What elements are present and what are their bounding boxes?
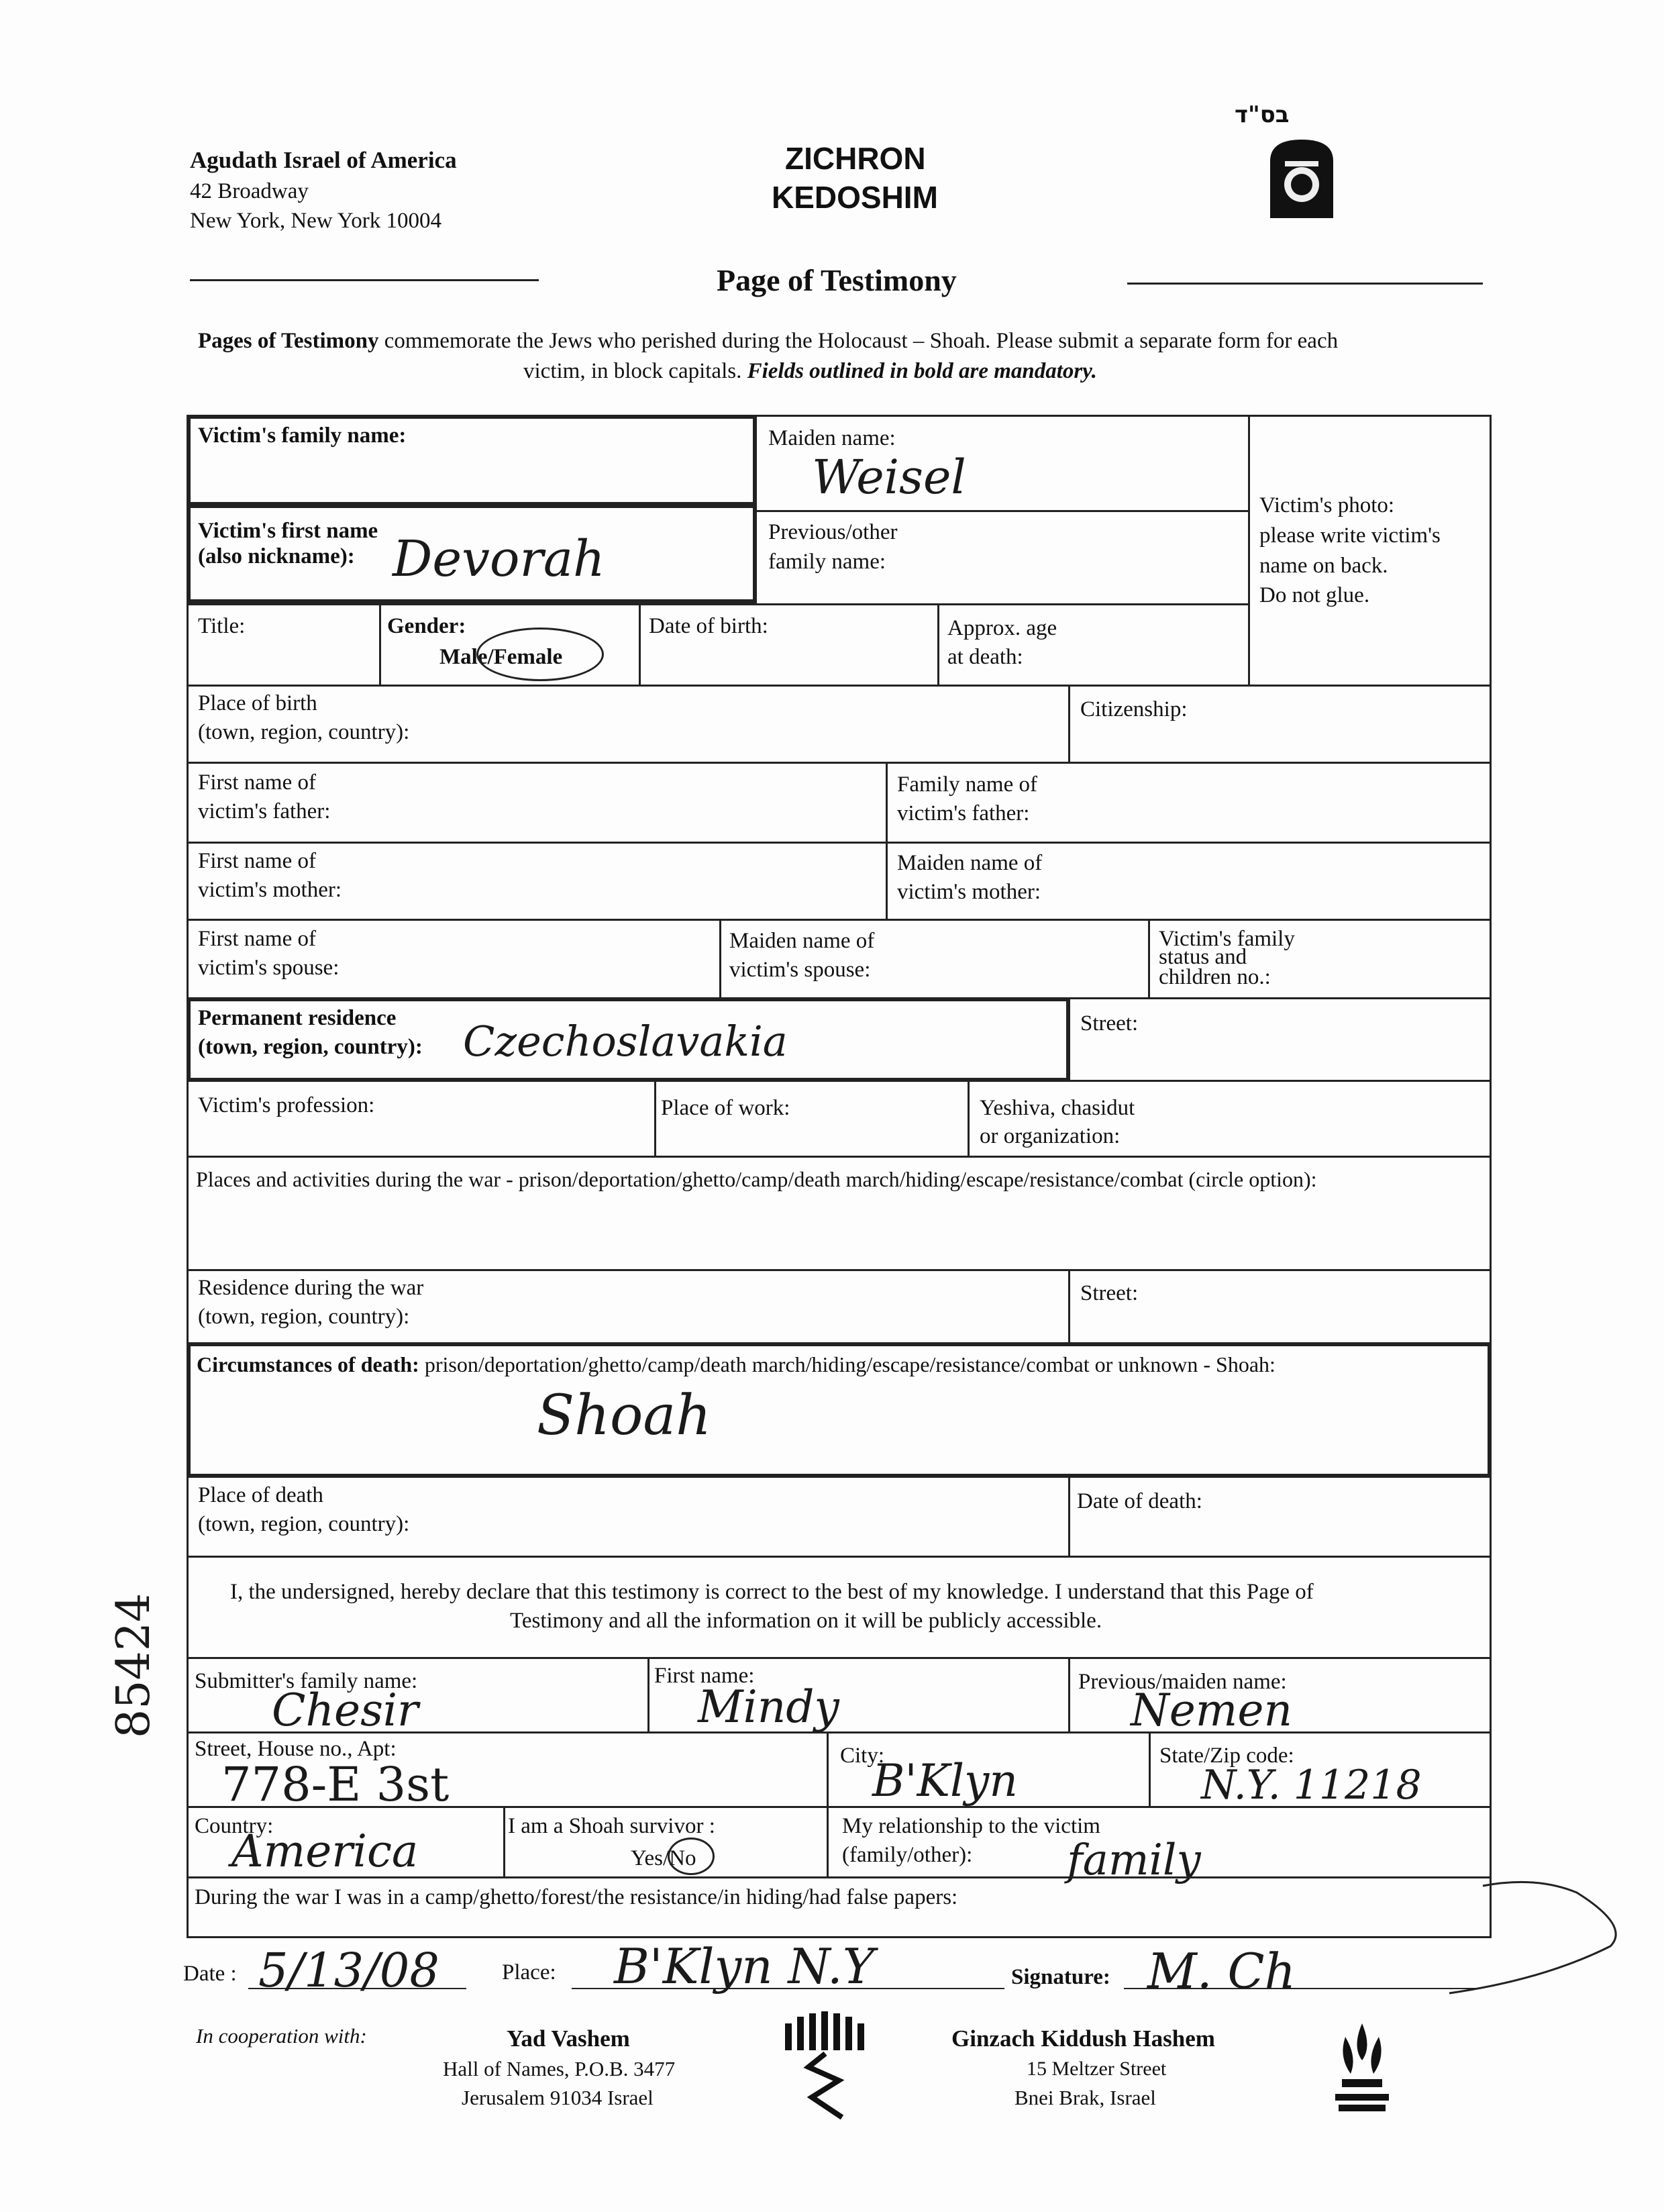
- label-street: Street:: [1080, 1011, 1139, 1036]
- label-title: Title:: [198, 614, 246, 638]
- hw-sub-city: B'Klyn: [872, 1755, 1018, 1807]
- intro-mandatory: Fields outlined in bold are mandatory.: [747, 359, 1097, 383]
- label-age-1: Approx. age: [947, 616, 1057, 640]
- label-pod-2: (town, region, country):: [198, 1512, 410, 1536]
- label-father-first-2: victim's father:: [198, 799, 331, 823]
- hw-sub-country: America: [231, 1825, 419, 1877]
- label-photo-1: Victim's photo:: [1259, 493, 1395, 517]
- label-circ-bold: Circumstances of death:: [197, 1352, 419, 1376]
- label-dod: Date of death:: [1077, 1489, 1202, 1513]
- footer-yv-addr2: Jerusalem 91034 Israel: [462, 2086, 654, 2109]
- label-spouse-maiden-1: Maiden name of: [729, 929, 875, 953]
- label-prev-name-1: Previous/other: [768, 520, 898, 544]
- org-address-line2: New York, New York 10004: [190, 209, 441, 233]
- hw-circumstances: Shoah: [537, 1384, 712, 1448]
- intro-text: commemorate the Jews who perished during the Holocaust – Shoah. Please submit a separate form for each: [378, 329, 1339, 353]
- label-father-family-1: Family name of: [897, 772, 1037, 797]
- label-perm-res-1: Permanent residence: [198, 1006, 397, 1030]
- hw-signature: M. Ch: [1147, 1943, 1296, 1999]
- label-place: Place:: [502, 1960, 556, 1984]
- label-sub-first: First name:: [654, 1664, 755, 1688]
- hw-sub-family: Chesir: [272, 1685, 419, 1736]
- label-mother-first-1: First name of: [198, 849, 316, 873]
- label-family-name: Victim's family name:: [198, 423, 407, 448]
- survivor-no-circle: [668, 1838, 715, 1875]
- hw-sub-state: N.Y. 11218: [1201, 1762, 1422, 1809]
- label-dob: Date of birth:: [649, 614, 768, 638]
- yad-vashem-logo-icon: [778, 2003, 872, 2127]
- label-pod-1: Place of death: [198, 1483, 323, 1507]
- label-spouse-first-1: First name of: [198, 927, 316, 951]
- gender-options: Male/Female: [439, 645, 563, 669]
- hw-margin-number: 85424: [107, 1593, 160, 1738]
- label-places-war: Places and activities during the war - prison/deportation/ghetto/camp/death march/hiding/escape/resistance/combat (circle option):: [196, 1167, 1317, 1191]
- hw-place: B'Klyn N.Y: [614, 1938, 875, 1995]
- label-citizenship: Citizenship:: [1080, 697, 1188, 721]
- label-relationship-1: My relationship to the victim: [842, 1814, 1100, 1838]
- label-mother-maiden-2: victim's mother:: [897, 880, 1041, 904]
- label-sub-country: Country:: [195, 1814, 274, 1838]
- label-father-family-2: victim's father:: [897, 801, 1030, 825]
- hw-date: 5/13/08: [258, 1943, 439, 1998]
- header-left-rule: [190, 279, 539, 281]
- declaration-line1: I, the undersigned, hereby declare that this testimony is correct to the best of my knowledge. I understand that this Page of: [230, 1580, 1314, 1604]
- hw-relationship: family: [1067, 1836, 1201, 1885]
- footer-gk-addr1: 15 Meltzer Street: [1027, 2058, 1167, 2080]
- label-sub-street: Street, House no., Apt:: [195, 1737, 397, 1761]
- label-relationship-2: (family/other):: [842, 1843, 973, 1867]
- label-sub-city: City:: [840, 1744, 885, 1768]
- intro-line2-text: victim, in block capitals.: [523, 359, 747, 383]
- label-spouse-first-2: victim's spouse:: [198, 956, 340, 980]
- label-street-war: Street:: [1080, 1281, 1139, 1305]
- footer-gk-name: Ginzach Kiddush Hashem: [951, 2025, 1215, 2052]
- hw-sub-first: Mindy: [698, 1681, 839, 1733]
- label-first-name-1: Victim's first name: [198, 519, 378, 543]
- label-circ-text: prison/deportation/ghetto/camp/death march/hiding/escape/resistance/combat or unknown - Shoah:: [419, 1352, 1276, 1376]
- label-res-war-2: (town, region, country):: [198, 1305, 410, 1329]
- label-work: Place of work:: [661, 1096, 790, 1120]
- label-mother-first-2: victim's mother:: [198, 878, 342, 902]
- label-gender: Gender:: [387, 614, 466, 638]
- label-family-status-3: children no.:: [1159, 965, 1271, 989]
- intro-line2: [523, 357, 1097, 385]
- title-zichron: ZICHRON: [785, 141, 926, 176]
- label-spouse-maiden-2: victim's spouse:: [729, 958, 871, 982]
- label-pob-2: (town, region, country):: [198, 720, 410, 744]
- page-title: Page of Testimony: [717, 263, 957, 297]
- org-address-line1: 42 Broadway: [190, 179, 309, 203]
- label-res-war-1: Residence during the war: [198, 1276, 424, 1300]
- intro-bold: Pages of Testimony: [198, 329, 379, 353]
- label-maiden-name: Maiden name:: [768, 426, 896, 450]
- label-sub-family: Submitter's family name:: [195, 1669, 418, 1693]
- signature-flourish: [1443, 1872, 1624, 2010]
- zichron-logo-icon: [1265, 134, 1339, 225]
- footer-yv-addr1: Hall of Names, P.O.B. 3477: [443, 2057, 676, 2080]
- label-perm-res-2: (town, region, country):: [198, 1035, 423, 1059]
- label-photo-4: Do not glue.: [1259, 583, 1370, 607]
- label-yeshiva-2: or organization:: [980, 1124, 1121, 1148]
- label-sub-prev: Previous/maiden name:: [1078, 1670, 1287, 1694]
- label-father-first-1: First name of: [198, 770, 316, 795]
- label-pob-1: Place of birth: [198, 691, 317, 715]
- hw-perm-residence: Czechoslavakia: [463, 1017, 788, 1066]
- label-date: Date :: [183, 1962, 237, 1986]
- label-first-name-2: (also nickname):: [198, 544, 355, 568]
- label-yeshiva-1: Yeshiva, chasidut: [980, 1096, 1135, 1120]
- footer-gk-addr2: Bnei Brak, Israel: [1015, 2086, 1156, 2109]
- hw-first-name: Devorah: [393, 530, 605, 588]
- label-signature: Signature:: [1011, 1965, 1110, 1989]
- label-family-status-1: Victim's family: [1159, 927, 1295, 951]
- org-name: Agudath Israel of America: [190, 147, 457, 173]
- victim-photo-box[interactable]: [1248, 415, 1492, 687]
- title-kedoshim: KEDOSHIM: [772, 180, 938, 215]
- footer-cooperation: In cooperation with:: [196, 2024, 367, 2048]
- label-during-war: During the war I was in a camp/ghetto/forest/the resistance/in hiding/had false papers:: [195, 1885, 958, 1909]
- ginzach-logo-icon: [1325, 2020, 1399, 2124]
- declaration-line2: Testimony and all the information on it will be publicly accessible.: [510, 1609, 1102, 1633]
- label-prev-name-2: family name:: [768, 550, 886, 574]
- hebrew-mark: בס"ד: [1235, 101, 1290, 128]
- label-profession: Victim's profession:: [198, 1093, 375, 1117]
- label-family-status-2: status and: [1159, 945, 1247, 969]
- hw-maiden-name: Weisel: [812, 450, 966, 505]
- hw-sub-prev: Nemen: [1131, 1685, 1292, 1736]
- label-photo-2: please write victim's: [1259, 523, 1441, 548]
- label-circumstances: [197, 1350, 1276, 1378]
- label-photo-3: name on back.: [1259, 554, 1388, 578]
- survivor-options: Yes/No: [631, 1846, 696, 1870]
- hw-sub-street: 778-E 3st: [221, 1757, 450, 1812]
- label-sub-state: State/Zip code:: [1159, 1744, 1294, 1768]
- label-mother-maiden-1: Maiden name of: [897, 851, 1043, 875]
- footer-yv-name: Yad Vashem: [507, 2025, 630, 2052]
- gender-female-circle: [476, 627, 604, 681]
- label-age-2: at death:: [947, 645, 1023, 669]
- header-right-rule: [1127, 283, 1483, 285]
- label-survivor: I am a Shoah survivor :: [508, 1814, 715, 1838]
- intro-line1: [198, 327, 1338, 355]
